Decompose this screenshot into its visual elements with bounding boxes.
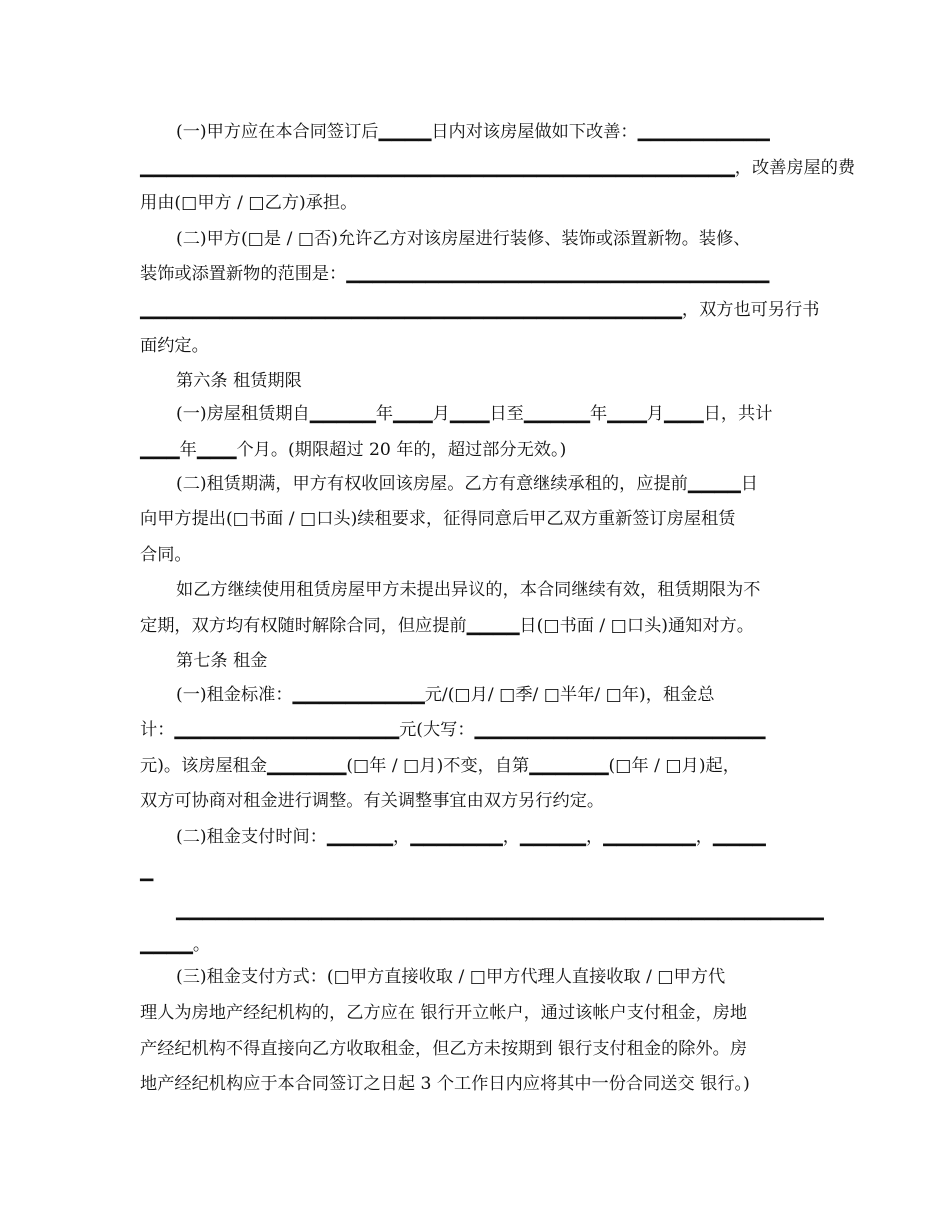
text-line: 如乙方继续使用租赁房屋甲方未提出异议的，本合同继续有效，租赁期限为不 [176,580,761,600]
text-line: (一)房屋租赁期自▁▁▁▁▁年▁▁▁月▁▁▁日至▁▁▁▁▁年▁▁▁月▁▁▁日，共计 [176,404,773,424]
text-line: 计：▁▁▁▁▁▁▁▁▁▁▁▁▁▁▁▁▁元(大写：▁▁▁▁▁▁▁▁▁▁▁▁▁▁▁▁▁▁▁▁▁▁ [140,720,766,740]
text-line: 双方可协商对租金进行调整。有关调整事宜由双方另行约定。 [140,791,605,811]
text-line: ▁▁▁▁▁▁▁▁▁▁▁▁▁▁▁▁▁▁▁▁▁▁▁▁▁▁▁▁▁▁▁▁▁▁▁▁▁▁▁▁▁▁▁▁▁，改善房屋的费 [140,158,856,178]
text-line: 定期，双方均有权随时解除合同，但应提前▁▁▁▁日(□书面 / □口头)通知对方。 [140,616,754,636]
text-line: (二)甲方(□是 / □否)允许乙方对该房屋进行装修、装饰或添置新物。装修、 [176,229,751,249]
text-line: (一)甲方应在本合同签订后▁▁▁▁日内对该房屋做如下改善：▁▁▁▁▁▁▁▁▁▁ [176,122,770,142]
text-line: ▁▁▁▁。 [140,935,211,955]
section-heading: 第七条 租金 [176,651,268,671]
text-line: 面约定。 [140,336,209,356]
text-line: ▁ [140,862,154,882]
text-line: 装饰或添置新物的范围是：▁▁▁▁▁▁▁▁▁▁▁▁▁▁▁▁▁▁▁▁▁▁▁▁▁▁▁▁▁▁▁▁ [140,264,770,284]
text-line: 理人为房地产经纪机构的，乙方应在 银行开立帐户，通过该帐户支付租金，房地 [140,1003,748,1023]
section-heading: 第六条 租赁期限 [176,371,302,391]
text-line: 用由(□甲方 / □乙方)承担。 [140,193,358,213]
text-line: 地产经纪机构应于本合同签订之日起 3 个工作日内应将其中一份合同送交 银行。) [140,1074,750,1094]
text-line: (三)租金支付方式：(□甲方直接收取 / □甲方代理人直接收取 / □甲方代 [176,967,726,987]
text-line: (二)租金支付时间：▁▁▁▁▁，▁▁▁▁▁▁▁，▁▁▁▁▁，▁▁▁▁▁▁▁，▁▁▁▁ [176,827,766,847]
text-line: ▁▁▁▁▁▁▁▁▁▁▁▁▁▁▁▁▁▁▁▁▁▁▁▁▁▁▁▁▁▁▁▁▁▁▁▁▁▁▁▁▁▁▁▁▁▁▁▁▁ [176,901,824,921]
text-line: ▁▁▁▁▁▁▁▁▁▁▁▁▁▁▁▁▁▁▁▁▁▁▁▁▁▁▁▁▁▁▁▁▁▁▁▁▁▁▁▁▁，双方也可另行书 [140,300,820,320]
text-line: (二)租赁期满，甲方有权收回该房屋。乙方有意继续承租的，应提前▁▁▁▁日 [176,474,758,494]
text-line: 向甲方提出(□书面 / □口头)续租要求，征得同意后甲乙双方重新签订房屋租赁 [140,509,736,529]
text-line: 合同。 [140,545,192,565]
text-line: ▁▁▁年▁▁▁个月。(期限超过 20 年的，超过部分无效。) [140,440,567,460]
text-line: 产经纪机构不得直接向乙方收取租金，但乙方未按期到 银行支付租金的除外。房 [140,1039,748,1059]
text-line: 元)。该房屋租金▁▁▁▁▁▁(□年 / □月)不变，自第▁▁▁▁▁▁(□年 / □月)起， [140,756,740,776]
text-line: (一)租金标准：▁▁▁▁▁▁▁▁▁▁元/(□月/ □季/ □半年/ □年)，租金总 [176,685,715,705]
